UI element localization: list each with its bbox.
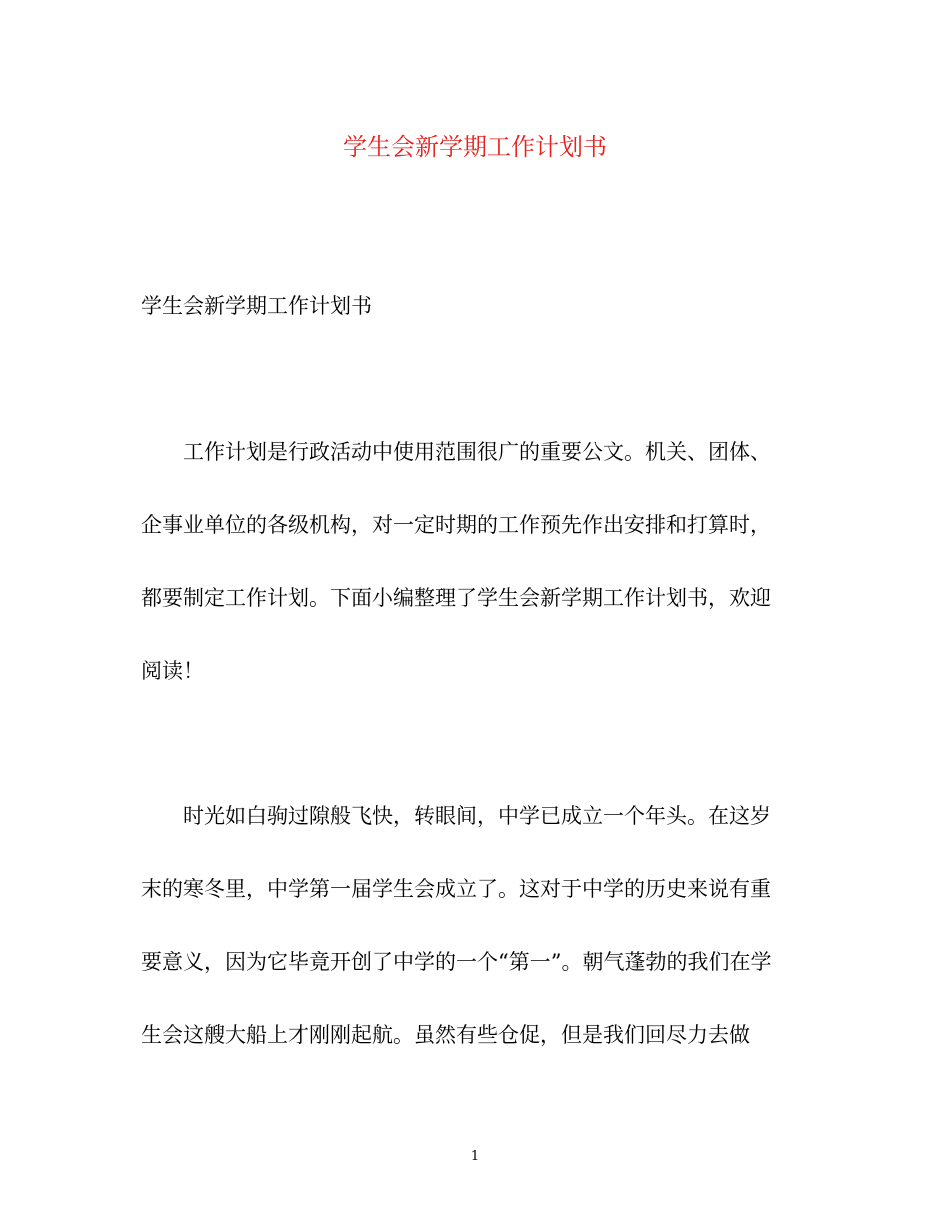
paragraph-line: 都要制定工作计划。下面小编整理了学生会新学期工作计划书，欢迎 — [141, 586, 771, 610]
document-subtitle: 学生会新学期工作计划书 — [141, 294, 372, 318]
paragraph-line: 企事业单位的各级机构，对一定时期的工作预先作出安排和打算时， — [141, 513, 771, 537]
paragraph-line: 工作计划是行政活动中使用范围很广的重要公文。机关、团体、 — [141, 440, 771, 464]
paragraph-line: 时光如白驹过隙般飞快，转眼间，中学已成立一个年头。在这岁 — [141, 804, 771, 828]
page-number: 1 — [470, 1149, 480, 1164]
paragraph-line: 末的寒冬里，中学第一届学生会成立了。这对于中学的历史来说有重 — [141, 877, 771, 901]
paragraph-line: 阅读！ — [141, 659, 204, 683]
document-title: 学生会新学期工作计划书 — [343, 133, 607, 161]
paragraph-line: 生会这艘大船上才刚刚起航。虽然有些仓促，但是我们回尽力去做 — [141, 1023, 750, 1047]
paragraph-line: 要意义，因为它毕竟开创了中学的一个“第一”。朝气蓬勃的我们在学 — [141, 950, 772, 974]
